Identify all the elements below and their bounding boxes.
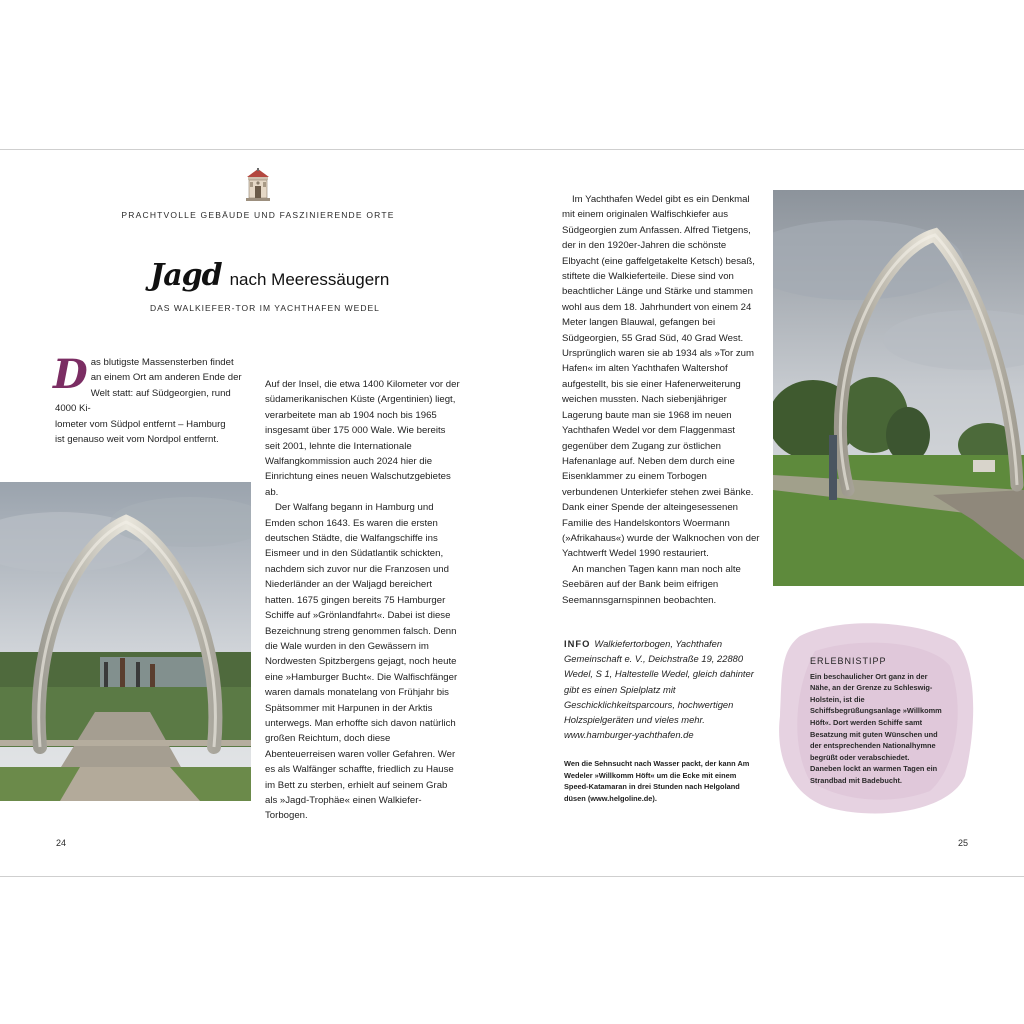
body-paragraph: Auf der Insel, die etwa 1400 Kilometer vor der südamerikanischen Küste (Argentinien) liegt, verarbeitete man ab 1904 noch bis 1965 insgesamt über 175 000 Wale. Wie bereits seit 2001, lehnte die Internationale Walfangkommission auch 2024 hier die Einrichtung eines neuen Walschutzgebietes ab.: [265, 379, 460, 498]
intro-line: Welt statt: auf Südgeorgien, rund 4000 Ki-: [55, 387, 231, 415]
whale-jaw-arch-photo-park: [773, 190, 1024, 586]
intro-line: as blutigste Massensterben findet: [90, 357, 234, 368]
body-paragraph: An manchen Tagen kann man noch alte Seebären auf der Bank beim eifrigen Seemannsgarnspinnen beobachten.: [562, 563, 741, 606]
intro-line: lometer vom Südpol entfernt – Hamburg: [55, 418, 226, 430]
whale-jaw-arch-photo-harbor: [0, 482, 251, 801]
body-column-right: [562, 192, 760, 608]
right-page: [512, 150, 1024, 878]
body-paragraph: Der Walfang begann in Hamburg und Emden schon 1643. Es waren die ersten deutschen Städte, die Walfangschiffe ins Eismeer und in den Südatlantik schickten, nachdem sich zuvor nur die Franzosen und Niederländer an der Waljagd bereichert hatten. 1675 gingen bereits 75 Hamburger Schiffe auf »Grönlandfahrt«. Dabei ist diese Bezeichnung streng genommen falsch. Denn die Wale wurden in den Gewässern im Nordwesten Spitzbergens gejagt, noch heute eine »Hamburger Bucht«. Die Walfischfänger waren damals monatelang von Frühjahr bis Spätsommer mit Harpunen in der Arktis unterwegs. Man erhoffte sich davon natürlich großen Reichtum, doch diese Abenteuerreisen waren voller Gefahren. Wer es als Walfänger schaffte, friedlich zu Hause im Bett zu sterben, erhielt auf seinem Grab als »Jagd-Trophäe« einen Walkiefer-Torbogen.: [265, 502, 458, 822]
section-kicker: PRACHTVOLLE GEBÄUDE UND FASZINIERENDE ORTE: [121, 210, 395, 220]
page-number-right: 25: [958, 838, 969, 848]
intro-text: [53, 351, 245, 447]
body-paragraph: Im Yachthafen Wedel gibt es ein Denkmal mit einem originalen Walfischkiefer aus Südgeorgien zum Anfassen. Alfred Tietgens, der in den 1920er-Jahren die schönste Elbyacht (eine gaffelgetakelte Ketsch) besaß, stiftete die Walkieferteile. Diese sind von beachtlicher Länge und Stärke und stammen wohl aus dem 18. Jahrhundert von einem 24 Meter langen Blauwal, gefangen bei Südgeorgien, 55 Grad Süd, 40 Grad West. Ursprünglich waren sie ab 1934 als »Tor zum Hafen« im alten Yachthafen Waltershof aufgestellt, bis sie einer Hafenerweiterung weichen mussten. Nach siebenjähriger Lagerung baute man sie 1968 im neuen Yachthafen Wedel vor dem Flaggenmast gegenüber dem Zugang zur östlichen Hafenanlage auf. Neben dem durch eine Eisenklammer zu einem Torbogen verbundenen Unterkiefer stehen zwei Bänke. Dank einer Spende der alteingesessenen Familie des Handelskontors Woermann (»Afrikahaus«) wurde der Walknochen von der Yachtwerft Wedel 1990 restauriert.: [562, 194, 760, 560]
article-heading: [150, 258, 390, 313]
intro-line: ist genauso weit vom Nordpol entfernt.: [55, 434, 219, 446]
left-page: [0, 150, 512, 878]
photo-caption: Wen die Sehnsucht nach Wasser packt, der kann Am Wedeler »Willkomm Höft« um die Ecke mit einem Speed-Katamaran in drei Stunden nach Helgoland düsen (www.helgoline.de).: [564, 759, 750, 803]
article-title: [150, 258, 390, 293]
intro-line: an einem Ort am anderen Ende der: [90, 372, 242, 384]
title-rest: nach Meeressäugern: [229, 270, 390, 289]
book-spread: [0, 149, 1024, 877]
info-box: [564, 636, 764, 742]
info-label: INFO: [564, 638, 591, 649]
dropcap: D: [53, 351, 88, 398]
pavilion-building-icon: [243, 168, 273, 202]
title-script-word: Jagd: [150, 258, 222, 293]
tip-text: Ein beschaulicher Ort ganz in der Nähe, an der Grenze zu Schleswig-Holstein, ist die Schiffsbegrüßungsanlage »Willkomm Höft«. Dort werden Schiffe samt Besatzung mit guten Wünschen und der entsprechenden Nationalhymne begrüßt oder verabschiedet. Daneben lockt an warmen Tagen ein Strandbad mit Badebucht.: [810, 671, 942, 785]
page-number-left: 24: [56, 838, 67, 848]
tip-title: ERLEBNISTIPP: [810, 656, 887, 666]
info-text: Walkiefertorbogen, Yachthafen Gemeinschaft e. V., Deichstraße 19, 22880 Wedel, S 1, Haltestelle Wedel, gleich dahinter gibt es einen Spielplatz mit Geschicklichkeitsparcours, hochwertigen Holzspielgeräten und vieles mehr. www.hamburger-yachthafen.de: [564, 638, 754, 741]
body-column-left: [265, 377, 460, 824]
article-subtitle: DAS WALKIEFER-TOR IM YACHTHAFEN WEDEL: [150, 303, 380, 313]
tip-box: [810, 656, 942, 787]
